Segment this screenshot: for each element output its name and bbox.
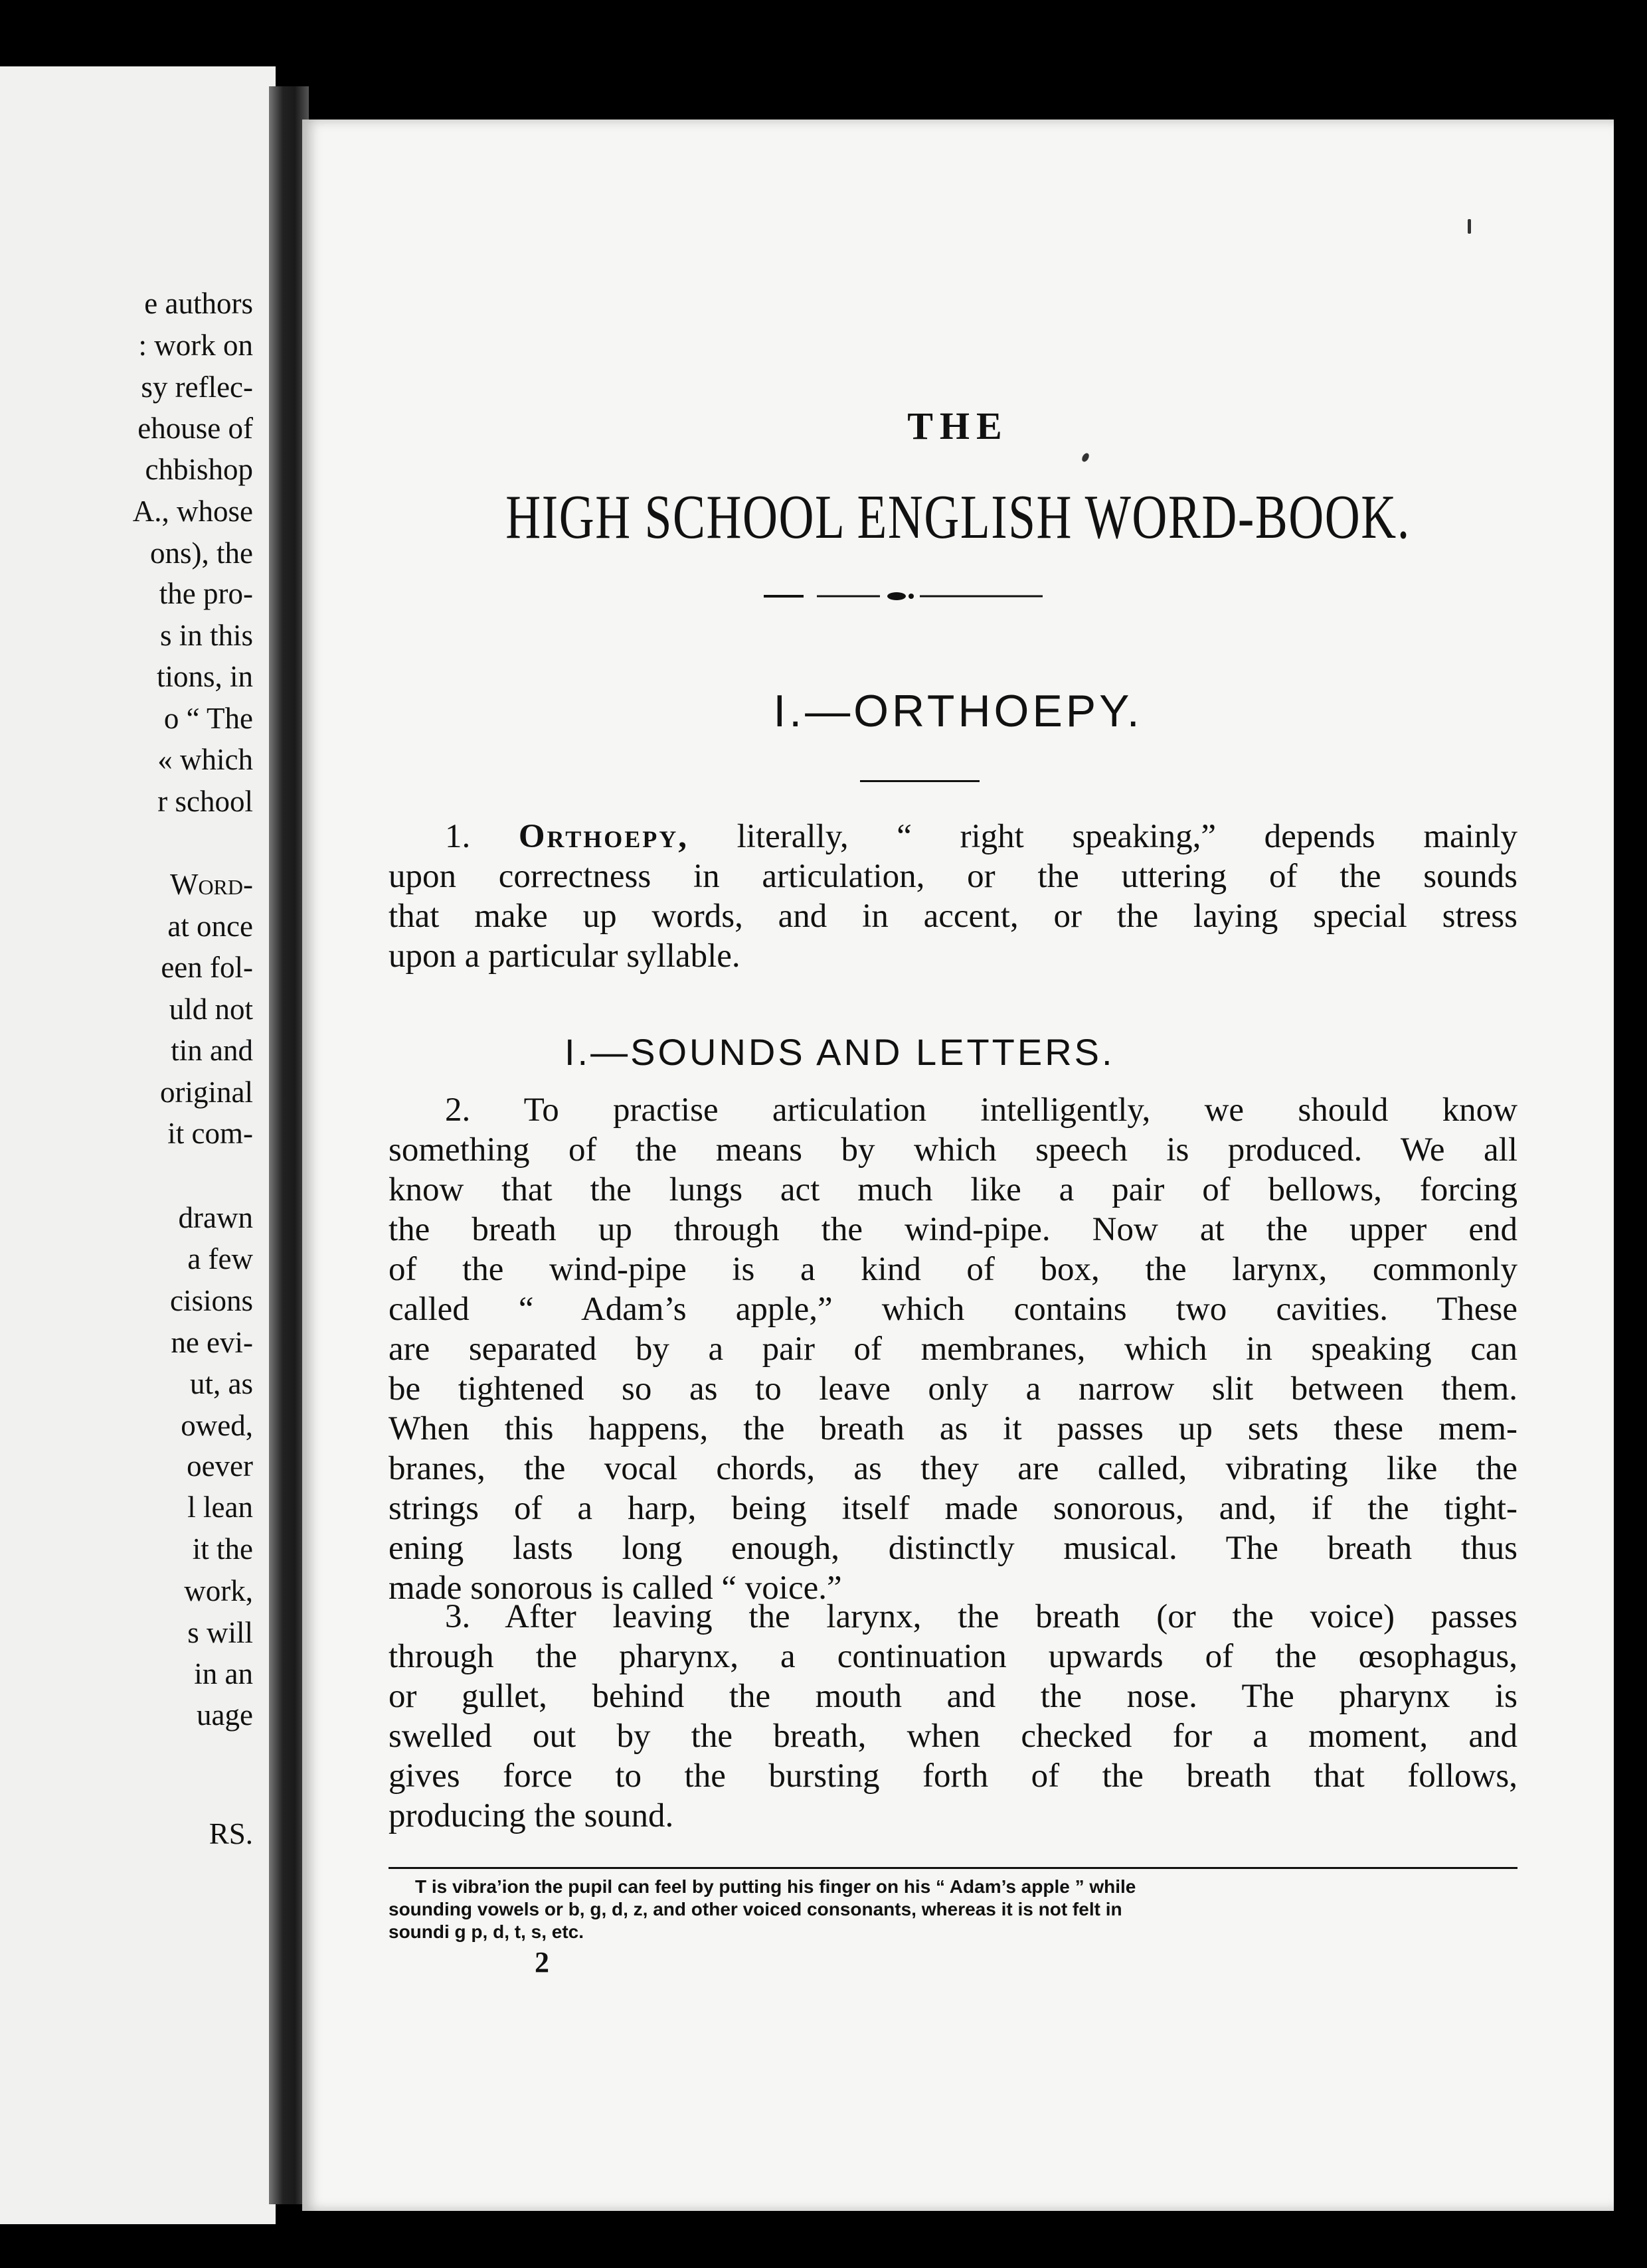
footnote-rule: [389, 1867, 1517, 1869]
left-page-text-fragment: cisions: [169, 1284, 253, 1317]
para3-line: through the pharynx, a continuation upwards of the œsophagus,: [389, 1638, 1517, 1675]
footnote: [389, 1876, 1517, 1943]
para2-line: be tightened so as to leave only a narrow slit between them.: [389, 1370, 1517, 1408]
left-page-text-fragment: at once: [167, 910, 253, 943]
left-page-text-fragment: tions, in: [156, 660, 253, 693]
left-page-text-fragment: in an: [194, 1657, 253, 1690]
left-page-text-fragment: « which: [157, 743, 253, 776]
footnote-line: sounding vowels or b, g, d, z, and other voiced consonants, whereas it is not felt in: [389, 1899, 1122, 1919]
para2-line: made sonorous is called “ voice.”: [389, 1570, 842, 1607]
left-page-text-fragment: sy reflec-: [141, 370, 253, 404]
title-the: THE: [907, 404, 1009, 447]
para1-line-text: literally, “ right speaking,” depends mainly: [737, 818, 1517, 855]
para2-line: of the wind-pipe is a kind of box, the larynx, commonly: [389, 1251, 1517, 1288]
left-page-text-fragment: the pro-: [159, 577, 253, 610]
title-ornament: [764, 590, 1043, 603]
para2-line: branes, the vocal chords, as they are called, vibrating like the: [389, 1450, 1517, 1487]
para3-line: producing the sound.: [389, 1797, 674, 1834]
left-page-text-fragment: a few: [187, 1242, 253, 1275]
para2-line: When this happens, the breath as it passes up sets these mem-: [389, 1410, 1517, 1447]
paragraph-1: [389, 817, 1517, 976]
para2-line: something of the means by which speech is produced. We all: [389, 1131, 1517, 1169]
print-speck: [1081, 452, 1090, 463]
left-page-text-fragment: l lean: [187, 1491, 253, 1524]
para1-line: upon a particular syllable.: [389, 937, 740, 975]
para3-line: swelled out by the breath, when checked for a moment, and: [389, 1718, 1517, 1755]
left-page-text-fragment: e authors: [144, 287, 253, 320]
left-page-text-fragment: RS.: [209, 1817, 253, 1850]
para2-line: are separated by a pair of membranes, which in speaking can: [389, 1331, 1517, 1368]
para2-line: ening lasts long enough, distinctly musical. The breath thus: [389, 1530, 1517, 1567]
left-page-text-fragment: it the: [192, 1532, 253, 1566]
para1-term: Orthoepy,: [518, 818, 689, 855]
left-page-text-fragment: A., whose: [132, 495, 253, 528]
left-page-text-fragment: uld not: [169, 993, 253, 1026]
left-page-text-fragment: ut, as: [190, 1367, 253, 1400]
subsection-heading: I.—SOUNDS AND LETTERS.: [564, 1031, 1115, 1073]
left-page-text-fragment: work,: [184, 1574, 253, 1607]
left-page-text-fragment: chbishop: [145, 453, 253, 486]
left-page-text-fragment: ne evi-: [171, 1326, 253, 1359]
para2-line: 2. To practise articulation intelligently, we should know: [445, 1092, 1517, 1129]
left-page-text-fragment: : work on: [138, 329, 253, 362]
para2-line: the breath up through the wind-pipe. Now at the upper end: [389, 1211, 1517, 1248]
left-page-text-fragment: een fol-: [161, 951, 253, 984]
left-page-text-fragment: r school: [157, 785, 253, 818]
para3-line: 3. After leaving the larynx, the breath (or the voice) passes: [445, 1598, 1517, 1635]
paragraph-2: [389, 1090, 1517, 1608]
left-page-text-fragment: ehouse of: [137, 412, 253, 445]
right-page: [302, 120, 1614, 2211]
left-page-text-fragment: o “ The: [163, 702, 253, 735]
para1-line: upon correctness in articulation, or the uttering of the sounds: [389, 858, 1517, 895]
footnote-line: soundi g p, d, t, s, etc.: [389, 1921, 584, 1942]
para1-number: 1.: [445, 818, 471, 855]
para3-line: gives force to the bursting forth of the breath that follows,: [389, 1757, 1517, 1795]
para2-line: strings of a harp, being itself made sonorous, and, if the tight-: [389, 1490, 1517, 1527]
print-speck: [1468, 219, 1471, 234]
left-page-text-fragment: owed,: [181, 1409, 253, 1442]
left-page-text-fragment: oever: [187, 1449, 253, 1483]
left-page-text-fragment: drawn: [178, 1201, 253, 1234]
left-page-text-fragment: uage: [197, 1698, 253, 1732]
para1-line: that make up words, and in accent, or the laying special stress: [389, 898, 1517, 935]
left-page-text-fragment: tin and: [171, 1034, 253, 1067]
left-page-fragment: [0, 66, 276, 2224]
para2-line: know that the lungs act much like a pair of bellows, forcing: [389, 1171, 1517, 1208]
heading-rule: [860, 780, 980, 782]
para1-line: [389, 817, 1517, 856]
left-page-text-fragment: original: [160, 1076, 253, 1109]
para2-line: called “ Adam’s apple,” which contains two cavities. These: [389, 1291, 1517, 1328]
paragraph-3: [389, 1597, 1517, 1836]
para3-line: or gullet, behind the mouth and the nose. The pharynx is: [389, 1678, 1517, 1715]
left-page-text-fragment: s in this: [159, 619, 253, 652]
footnote-line: T is vibra’ion the pupil can feel by putting his finger on his “ Adam’s apple ” while: [415, 1876, 1136, 1897]
page-number: 2: [535, 1946, 549, 1979]
left-page-text-fragment: Word-: [169, 868, 253, 901]
section-heading: I.—ORTHOEPY.: [773, 686, 1143, 736]
left-page-text-fragment: it com-: [167, 1117, 253, 1150]
left-page-text-fragment: ons), the: [150, 536, 253, 570]
book-title: HIGH SCHOOL ENGLISH WORD-BOOK.: [505, 483, 1411, 552]
left-page-text-fragment: s will: [187, 1616, 253, 1649]
